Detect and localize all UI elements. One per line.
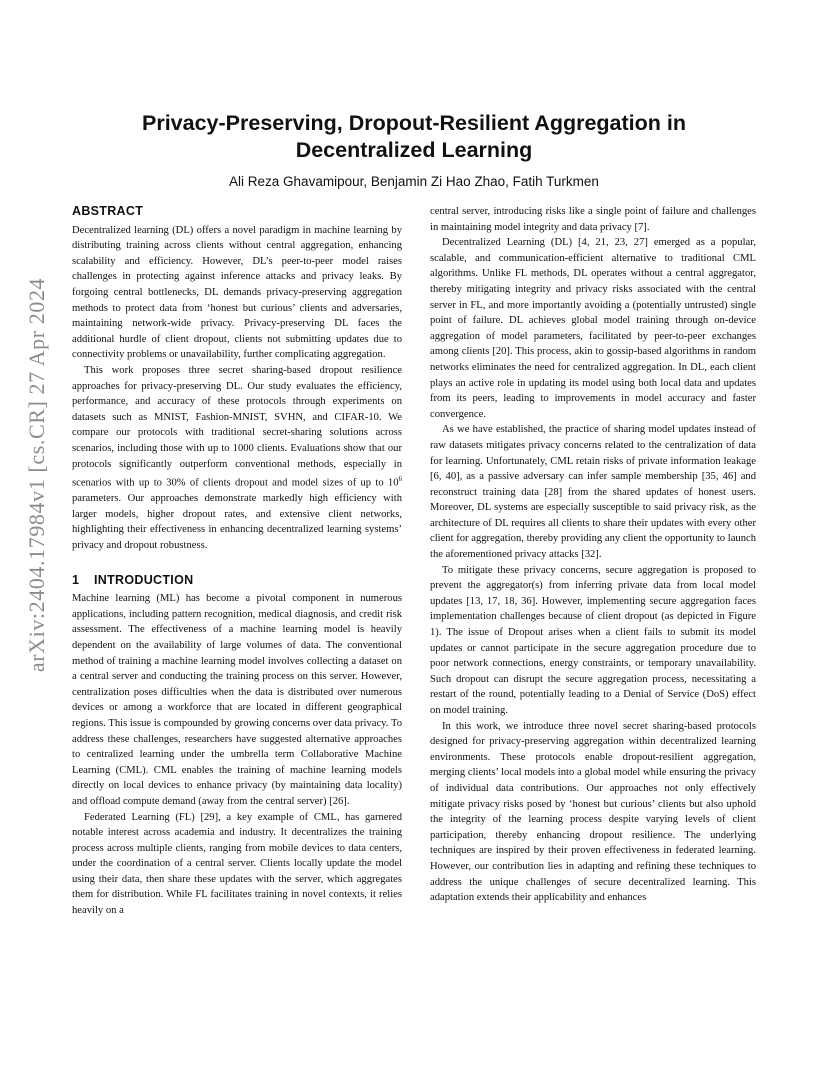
intro-paragraph-5: To mitigate these privacy concerns, secure aggregation is proposed to prevent the aggregator(s) from inferring private data from local model updates [13, 17, 18, 36]. However, implementing secure aggregation faces implementation challenges because of client dropout (as depicted in Figure 1). The issue of Dropout arises when a client fails to submit its model updates or cannot participate in the secure aggregation procedure due to poor network connections, energy constraints, or temporary unavailability. Such dropout can disrupt the secure aggregation process, necessitating a restart of the round, potentially leading to a Denial of Service (DoS) effect on model training. — [430, 564, 756, 716]
abstract-paragraph-2-end: parameters. Our approaches demonstrate markedly high efficiency with larger models, higher dropout rates, and extensive client networks, highlighting their effectiveness in enhancing decentralized learning systems’ privacy and dropout robustness. — [72, 493, 402, 551]
paper-title — [72, 110, 756, 164]
author-list: Ali Reza Ghavamipour, Benjamin Zi Hao Zhao, Fatih Turkmen — [229, 174, 599, 189]
abstract-heading: ABSTRACT — [72, 204, 144, 218]
introduction-heading — [72, 573, 402, 589]
intro-paragraph-2-continued: central server, introducing risks like a single point of failure and challenges in maintaining model integrity and data privacy [7]. — [430, 206, 756, 233]
intro-paragraph-2: Federated Learning (FL) [29], a key example of CML, has garnered notable interest across academia and industry. It decentralizes the training process across multiple clients, ranging from mobile devices to data centers, under the coordination of a central server. Clients locally update the model using their data, then share these updates with the server, which aggregates them for distribution. While FL facilitates training in novel contexts, it relies heavily on a — [72, 811, 402, 917]
intro-paragraph-3: Decentralized Learning (DL) [4, 21, 23, 27] emerged as a popular, scalable, and communication-efficient alternative to traditional CML algorithms. Unlike FL methods, DL operates without a central aggregator, thereby mitigating integrity and privacy risks associated with the central server in FL, and more importantly avoiding a (potentially untrusted) single point of failure. DL achieves global model training through on-device aggregation of model parameters, facilitated by peer-to-peer exchanges among clients [20]. This process, akin to gossip-based algorithms in random networks eliminates the need for centralized aggregation. In DL, each client plays an active role in updating its model using both local data and updates from its peers, leading to improvements in model accuracy and faster convergence. — [430, 237, 756, 420]
arxiv-watermark — [20, 175, 54, 775]
intro-paragraph-4: As we have established, the practice of sharing model updates instead of raw datasets mitigates privacy concerns related to the centralization of data for learning. Unfortunately, CML retain risks of private information leakage [6, 40], as a passive adversary can infer sample membership [35, 46] and reconstruct training data [28] from the shared updates of honest users. Moreover, DL systems are especially susceptible to said privacy risk, as the architecture of DL requires all clients to share their updates with every other client for aggregation, thereby providing any client the opportunity to launch the aforementioned privacy attacks [32]. — [430, 424, 756, 561]
paper-title-line-2: Decentralized Learning — [295, 138, 533, 162]
right-column — [430, 204, 756, 906]
section-title: INTRODUCTION — [94, 572, 194, 587]
intro-paragraph-6: In this work, we introduce three novel secret sharing-based protocols designed for privacy-preserving aggregation within decentralized learning environments. These protocols enable dropout-resilient aggregation, merging clients’ local models into a global model while ensuring the privacy of individual data contributions. Our approaches not only effectively mitigate privacy risks posed by ‘honest but curious’ clients but also uphold the integrity of the learning process despite varying levels of client participation, thereby enhancing dropout resilience. The underlying techniques are inspired by their proven effectiveness in federated learning. However, our contribution lies in adapting and refining these techniques to address the unique challenges of secure decentralized learning. This adaptation extends their applicability and enhances — [430, 720, 756, 904]
paper-title-line-1: Privacy-Preserving, Dropout-Resilient Aggregation in — [142, 111, 686, 135]
abstract-paragraph-2 — [72, 363, 402, 554]
abstract-paragraph-1: Decentralized learning (DL) offers a novel paradigm in machine learning by distributing training across clients without central aggregation, enhancing scalability and efficiency. However, DL’s peer-to-peer model raises challenges in protecting against inference attacks and privacy leaks. By forgoing central bottlenecks, DL demands privacy-preserving aggregation methods to protect data from ‘honest but curious’ clients and adversaries, maintaining network-wide privacy. Privacy-preserving DL faces the additional hurdle of client dropout, clients not submitting updates due to connectivity problems or unavailability, further complicating aggregation. — [72, 224, 402, 361]
arxiv-watermark-text: arXiv:2404.17984v1 [cs.CR] 27 Apr 2024 — [24, 277, 49, 673]
intro-paragraph-1: Machine learning (ML) has become a pivotal component in numerous applications, including pattern recognition, medical diagnosis, and credit risk assessment. The effectiveness of a machine learning model is heavily dependent on the availability of large volumes of data. The conventional method of training a machine learning model involves collecting a dataset on a central server and conducting the training process on this server. However, centralization poses difficulties when the data is distributed over numerous devices or among a workforce that are located in different geographical regions. This issue is compounded by growing concerns over data privacy. To address these challenges, researchers have suggested alternative approaches to centralized learning under the umbrella term Collaborative Machine Learning (CML). CML enables the training of machine learning models directly on local devices to enhance privacy (by maintaining data locality) and offload compute demand (away from the central server) [26]. — [72, 593, 402, 807]
left-column — [72, 204, 402, 919]
section-number: 1 — [72, 572, 80, 587]
abstract-paragraph-2-start: This work proposes three secret sharing-based dropout resilience approaches for privacy-preserving DL. Our study evaluates the efficiency, performance, and accuracy of these protocols through experiments on datasets such as MNIST, Fashion-MNIST, SVHN, and CIFAR-10. We compare our protocols with traditional secret-sharing solutions across scenarios, including those with up to 1000 clients. Evaluations show that our protocols significantly outperform conventional methods, especially in scenarios with up to 30% of clients dropout and model sizes of up to 10 — [72, 364, 402, 489]
exponent-superscript: 6 — [398, 475, 402, 484]
